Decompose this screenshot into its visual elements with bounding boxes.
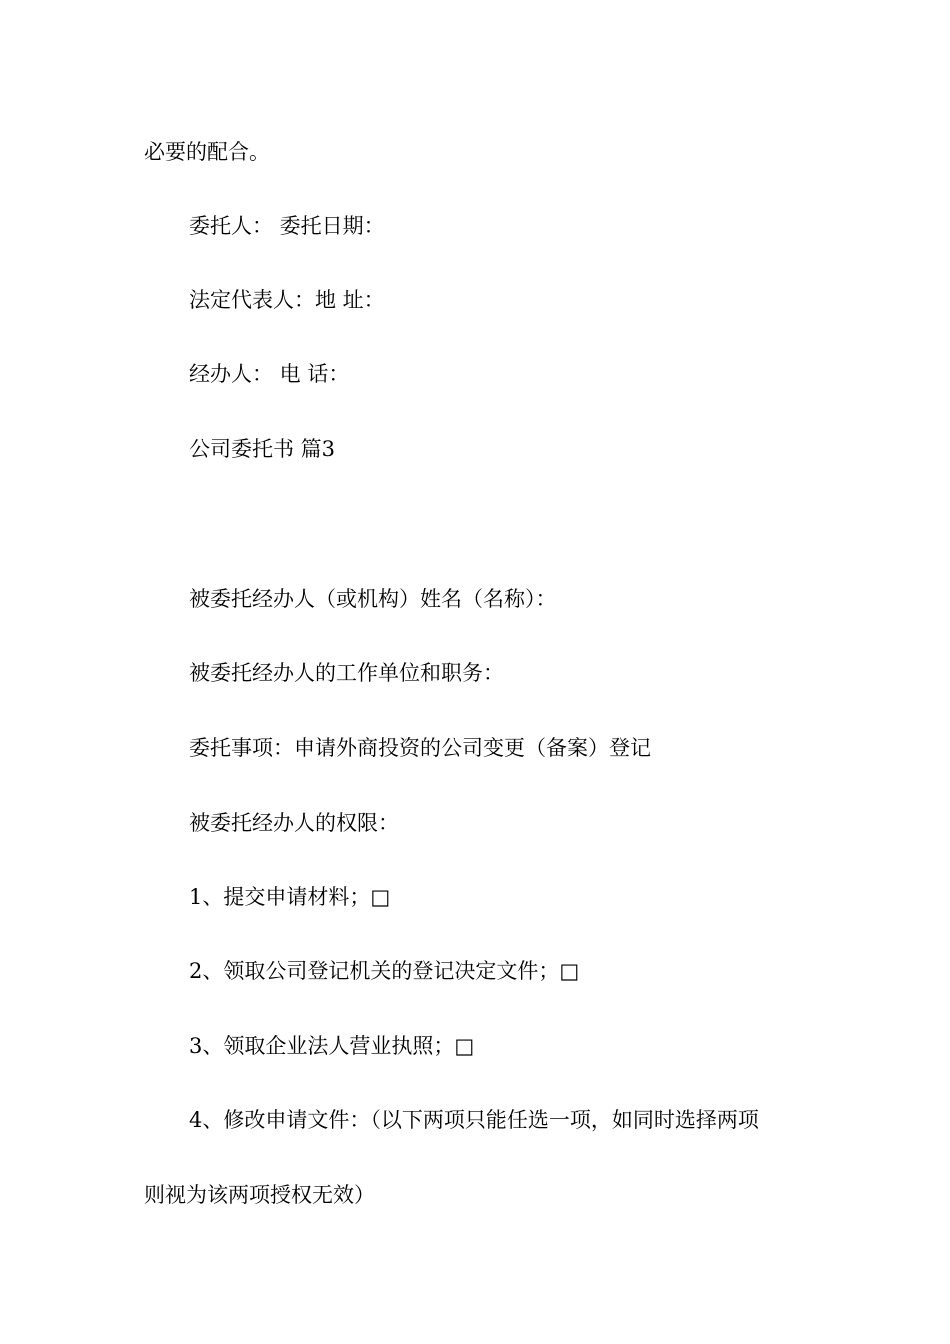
- field-legal-rep-address: 法定代表人：地 址：: [189, 288, 385, 312]
- authority-item-4-continuation: 则视为该两项授权无效）: [144, 1183, 375, 1207]
- field-agent-employer: 被委托经办人的工作单位和职务：: [189, 661, 504, 685]
- field-entrusted-matter: 委托事项：申请外商投资的公司变更（备案）登记: [189, 736, 651, 760]
- field-agent-name: 被委托经办人（或机构）姓名（名称）：: [189, 587, 557, 611]
- authority-item-4: 4、修改申请文件：（以下两项只能任选一项，如同时选择两项: [189, 1108, 759, 1132]
- authority-item-1: 1、提交申请材料；□: [189, 885, 391, 909]
- field-entrustor-date: 委托人： 委托日期：: [189, 214, 385, 238]
- authority-item-2: 2、领取公司登记机关的登记决定文件；□: [189, 959, 580, 983]
- authority-item-3: 3、领取企业法人营业执照；□: [189, 1034, 475, 1058]
- paragraph-continuation: 必要的配合。: [144, 140, 270, 164]
- section-heading: 公司委托书 篇3: [189, 437, 336, 461]
- field-handler-phone: 经办人： 电 话：: [189, 362, 350, 386]
- field-agent-authority: 被委托经办人的权限：: [189, 811, 399, 835]
